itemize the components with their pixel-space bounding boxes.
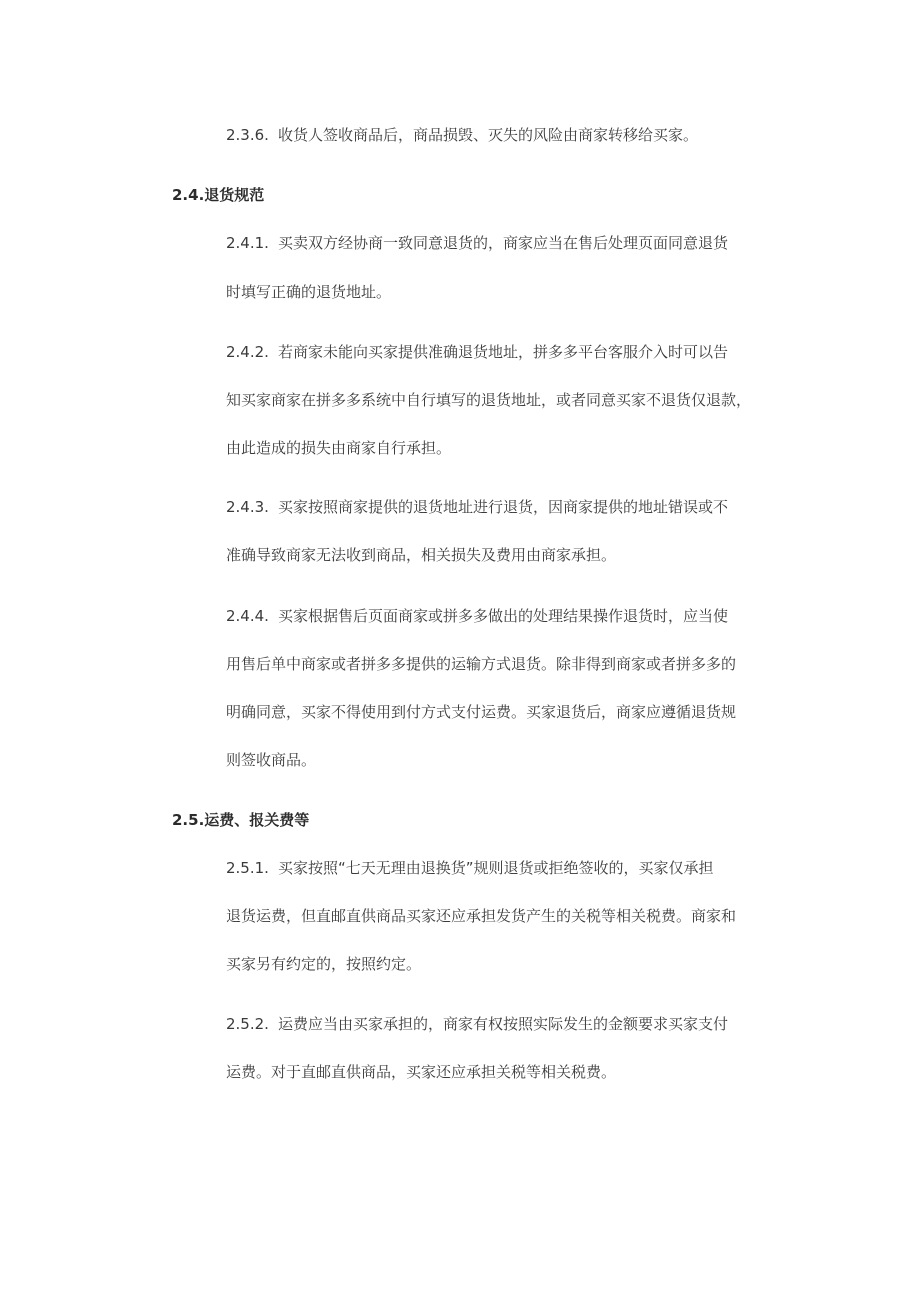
clause-line xyxy=(226,124,698,146)
clause-text: 运费应当由买家承担的，商家有权按照实际发生的金额要求买家支付 xyxy=(278,1015,729,1033)
clause-text: 买家按照商家提供的退货地址进行退货，因商家提供的地址错误或不 xyxy=(278,498,729,516)
clause-line xyxy=(226,1013,728,1035)
clause-number: 2.4.1. xyxy=(226,234,269,252)
clause-line: 准确导致商家无法收到商品，相关损失及费用由商家承担。 xyxy=(226,546,617,564)
clause-line: 用售后单中商家或者拼多多提供的运输方式退货。除非得到商家或者拼多多的 xyxy=(226,655,737,673)
clause-number: 2.4.4. xyxy=(226,607,269,625)
clause-text: 收货人签收商品后，商品损毁、灭失的风险由商家转移给买家。 xyxy=(278,126,699,144)
clause-line: 退货运费，但直邮直供商品买家还应承担发货产生的关税等相关税费。商家和 xyxy=(226,907,737,925)
clause-line: 买家另有约定的，按照约定。 xyxy=(226,955,422,973)
clause-line: 明确同意，买家不得使用到付方式支付运费。买家退货后，商家应遵循退货规 xyxy=(226,703,737,721)
clause-number: 2.3.6. xyxy=(226,126,269,144)
clause-text: 买家按照“七天无理由退换货”规则退货或拒绝签收的，买家仅承担 xyxy=(278,859,714,877)
clause-line: 则签收商品。 xyxy=(226,751,317,769)
clause-text: 若商家未能向买家提供准确退货地址，拼多多平台客服介入时可以告 xyxy=(278,343,729,361)
clause-number: 2.5.1. xyxy=(226,859,269,877)
clause-line: 时填写正确的退货地址。 xyxy=(226,283,392,301)
clause-line xyxy=(226,605,728,627)
clause-line xyxy=(226,496,728,518)
clause-line: 知买家商家在拼多多系统中自行填写的退货地址，或者同意买家不退货仅退款， xyxy=(226,391,752,409)
section-heading: 2.4.退货规范 xyxy=(172,186,265,204)
clause-line: 由此造成的损失由商家自行承担。 xyxy=(226,439,452,457)
section-heading: 2.5.运费、报关费等 xyxy=(172,811,310,829)
clause-number: 2.4.3. xyxy=(226,498,269,516)
clause-number: 2.4.2. xyxy=(226,343,269,361)
clause-number: 2.5.2. xyxy=(226,1015,269,1033)
clause-line xyxy=(226,341,728,363)
clause-line: 运费。对于直邮直供商品，买家还应承担关税等相关税费。 xyxy=(226,1063,617,1081)
clause-line xyxy=(226,232,728,254)
clause-text: 买卖双方经协商一致同意退货的，商家应当在售后处理页面同意退货 xyxy=(278,234,729,252)
clause-text: 买家根据售后页面商家或拼多多做出的处理结果操作退货时，应当使 xyxy=(278,607,729,625)
clause-line xyxy=(226,857,714,879)
